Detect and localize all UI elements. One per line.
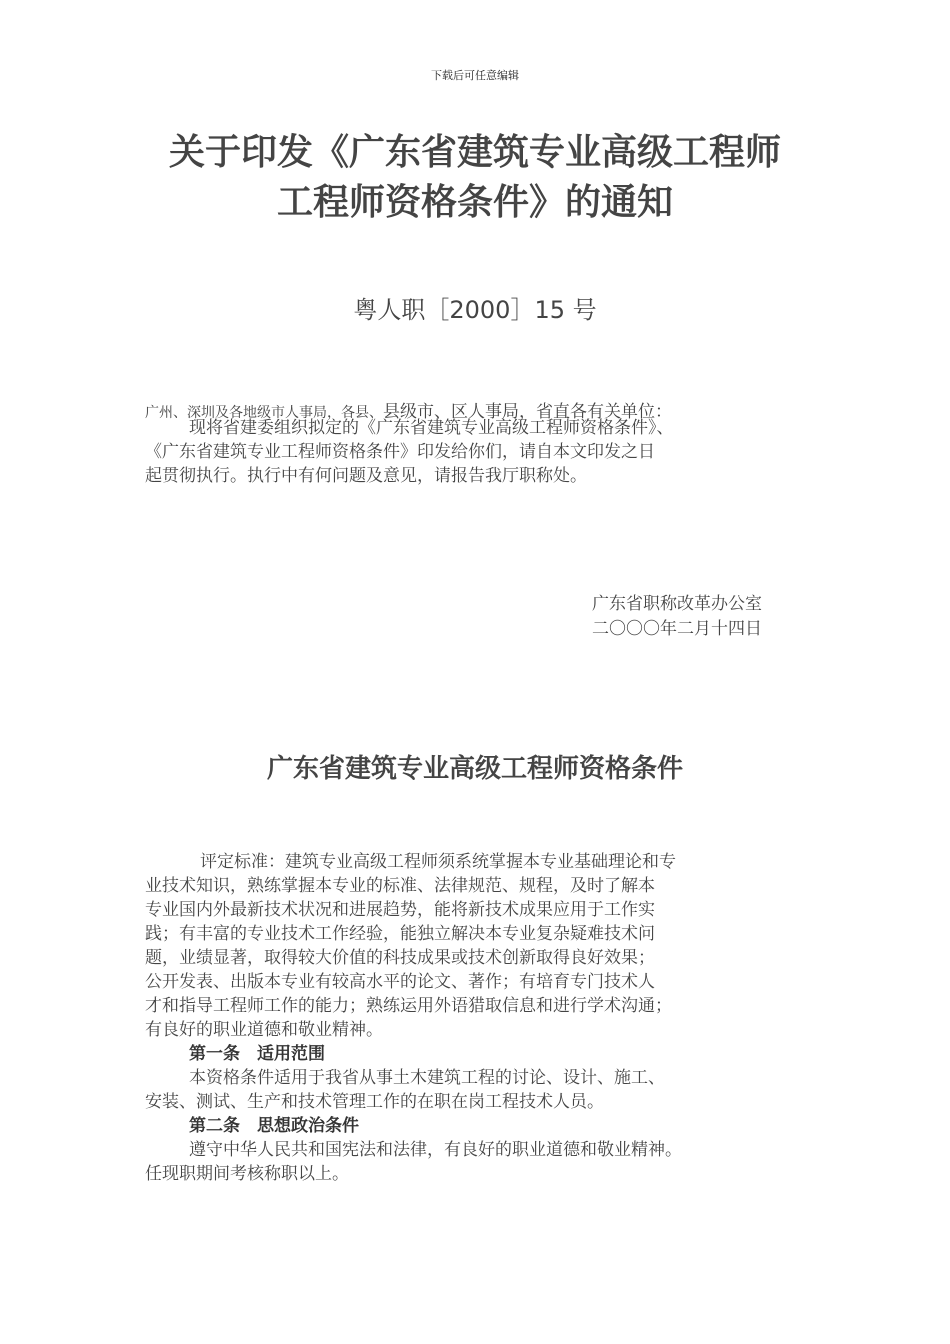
criteria-line: 评定标准：建筑专业高级工程师须系统掌握本专业基础理论和专 — [200, 852, 676, 872]
criteria-body — [145, 850, 810, 1186]
document-title — [100, 128, 850, 228]
addressee-part-2: 县级市、区人事局，省直各有关单位： — [383, 402, 672, 422]
criteria-line: 才和指导工程师工作的能力；熟练运用外语猎取信息和进行学术沟通； — [145, 996, 672, 1016]
criteria-line: 专业国内外最新技术状况和进展趋势，能将新技术成果应用于工作实 — [145, 900, 655, 920]
notice-line: 起贯彻执行。执行中有何问题及意见，请报告我厅职称处。 — [145, 466, 587, 486]
section-title: 广东省建筑专业高级工程师资格条件 — [266, 754, 683, 784]
notice-line: 《广东省建筑专业工程师资格条件》印发给你们，请自本文印发之日 — [145, 442, 655, 462]
article-1-line: 安装、测试、生产和技术管理工作的在职在岗工程技术人员。 — [145, 1092, 604, 1112]
notice-line: 现将省建委组织拟定的《广东省建筑专业高级工程师资格条件》、 — [189, 418, 674, 438]
article-1-line: 本资格条件适用于我省从事土木建筑工程的讨论、设计、施工、 — [189, 1068, 665, 1088]
article-2-heading: 第二条 思想政治条件 — [189, 1116, 359, 1136]
criteria-line: 业技术知识，熟练掌握本专业的标准、法律规范、规程，及时了解本 — [145, 876, 655, 896]
criteria-line: 有良好的职业道德和敬业精神。 — [145, 1020, 383, 1040]
notice-body — [145, 416, 810, 488]
signature-block — [592, 592, 762, 642]
addressee-part-1: 广州、深圳及各地级市人事局，各县、 — [145, 405, 383, 421]
signature-date: 二〇〇〇年二月十四日 — [592, 619, 762, 639]
article-2-line: 遵守中华人民共和国宪法和法律，有良好的职业道德和敬业精神。 — [189, 1140, 682, 1160]
document-number: 粤人职［2000］15 号 — [353, 296, 597, 324]
article-2-line: 任现职期间考核称职以上。 — [145, 1164, 349, 1184]
criteria-line: 题，业绩显著，取得较大价值的科技成果或技术创新取得良好效果； — [145, 948, 655, 968]
criteria-line: 公开发表、出版本专业有较高水平的论文、著作；有培育专门技术人 — [145, 972, 655, 992]
article-1-heading: 第一条 适用范围 — [189, 1044, 325, 1064]
header-note: 下载后可任意编辑 — [431, 69, 519, 82]
title-line-2: 工程师资格条件》的通知 — [276, 182, 673, 223]
signature-org: 广东省职称改革办公室 — [592, 594, 762, 614]
title-line-1: 关于印发《广东省建筑专业高级工程师 — [168, 132, 781, 173]
criteria-line: 践；有丰富的专业技术工作经验，能独立解决本专业复杂疑难技术问 — [145, 924, 655, 944]
